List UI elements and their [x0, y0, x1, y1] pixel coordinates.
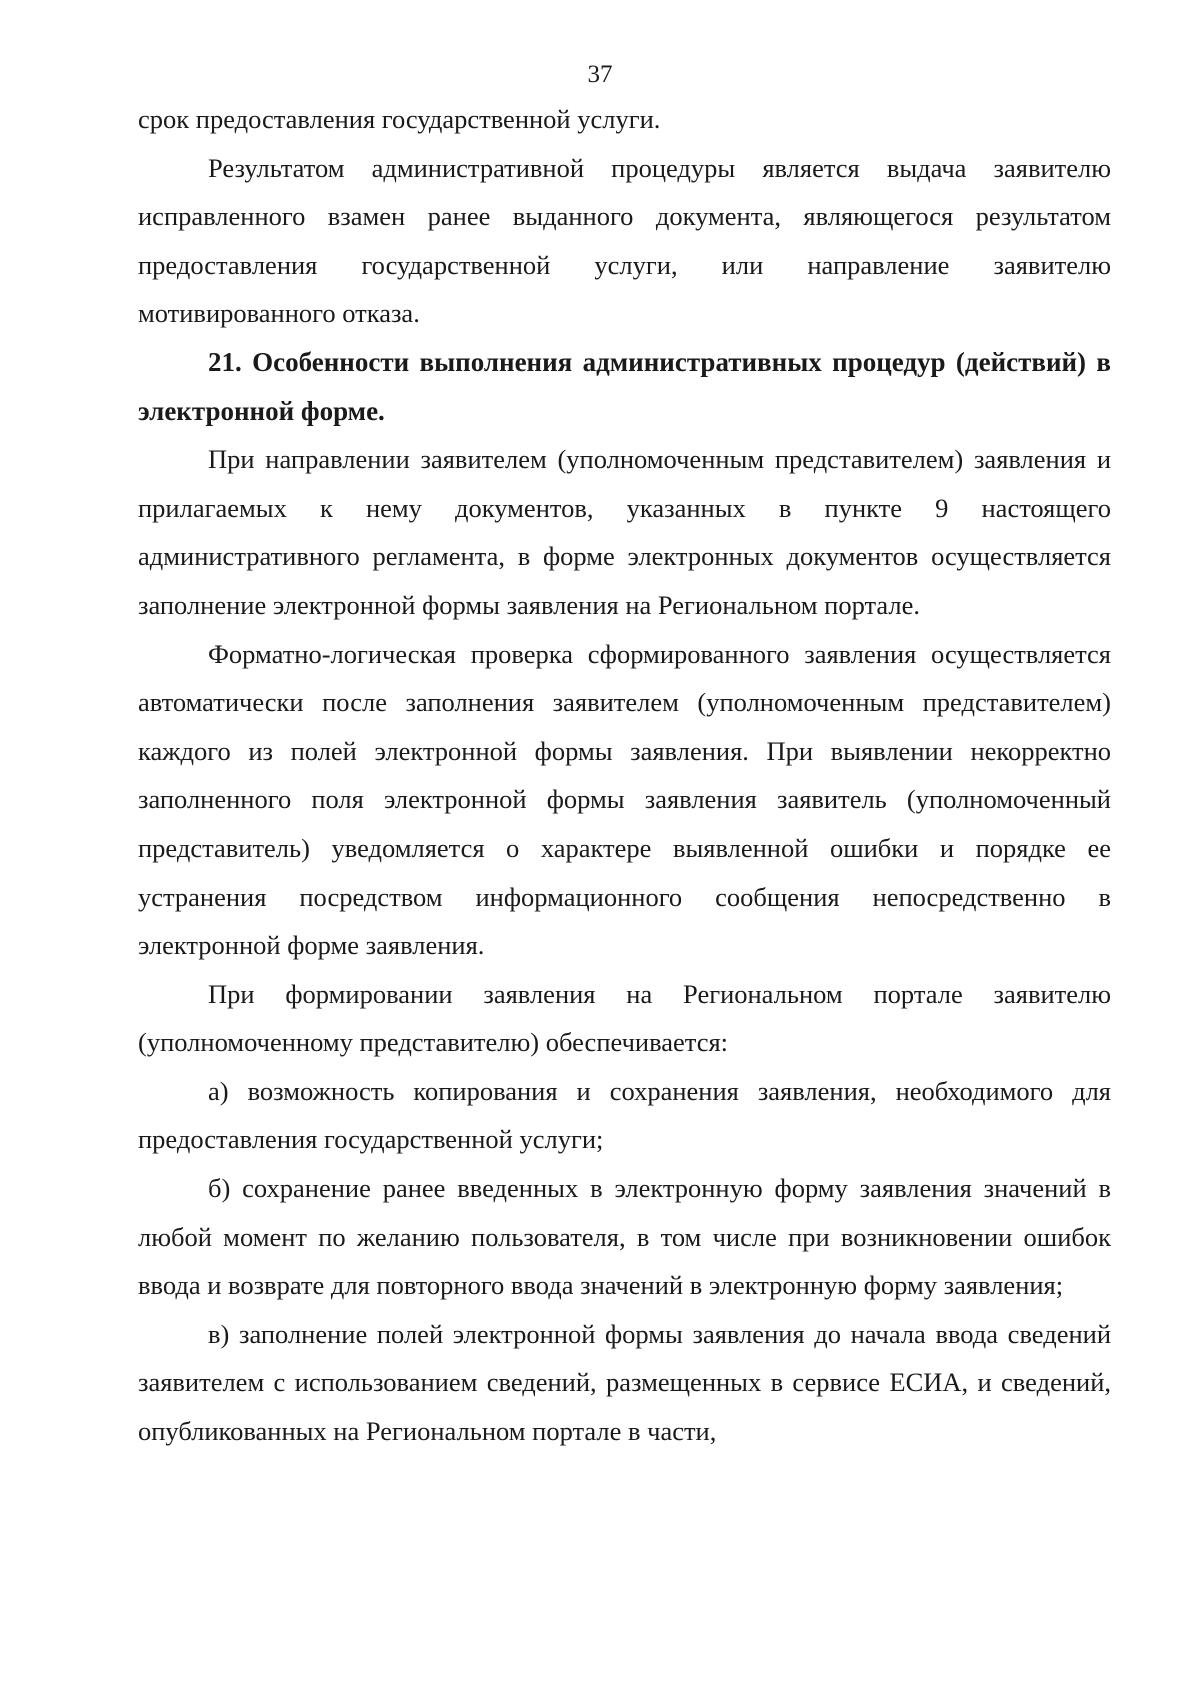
- list-item-a: а) возможность копирования и сохранения заявления, необходимого для предоставления государственной услуги;: [138, 1075, 1111, 1155]
- paragraph-result: Результатом административной процедуры является выдача заявителю исправленного взамен ранее выданного документа, являющегося результатом предоставления государственной услуги, или направление заявителю мотивированного отказа.: [138, 152, 1111, 329]
- paragraph-validation: Форматно-логическая проверка сформированного заявления осуществляется автоматически после заполнения заявителем (уполномоченным представителем) каждого из полей электронной формы заявления. При выявлении некорректно заполненного поля электронной формы заявления заявитель (уполномоченный представитель) уведомляется о характере выявленной ошибки и порядке ее устранения посредством информационного сообщения непосредственно в электронной форме заявления.: [138, 638, 1111, 961]
- document-body: [138, 95, 1111, 1456]
- page-number: 37: [587, 61, 613, 88]
- paragraph-continuation: срок предоставления государственной услуги.: [138, 104, 661, 134]
- list-item-b: б) сохранение ранее введенных в электронную форму заявления значений в любой момент по желанию пользователя, в том числе при возникновении ошибок ввода и возврате для повторного ввода значений в электронную форму заявления;: [138, 1173, 1111, 1301]
- list-item-c: в) заполнение полей электронной формы заявления до начала ввода сведений заявителем с использованием сведений, размещенных в сервисе ЕСИА, и сведений, опубликованных на Региональном портале в части,: [138, 1318, 1111, 1447]
- section-heading: 21. Особенности выполнения административных процедур (действий) в электронной форме.: [138, 346, 1111, 426]
- paragraph-provisions-intro: При формировании заявления на Региональном портале заявителю (уполномоченному представителю) обеспечивается:: [138, 978, 1111, 1058]
- paragraph-submission: При направлении заявителем (уполномоченным представителем) заявления и прилагаемых к нему документов, указанных в пункте 9 настоящего административного регламента, в форме электронных документов осуществляется заполнение электронной формы заявления на Региональном портале.: [138, 444, 1111, 620]
